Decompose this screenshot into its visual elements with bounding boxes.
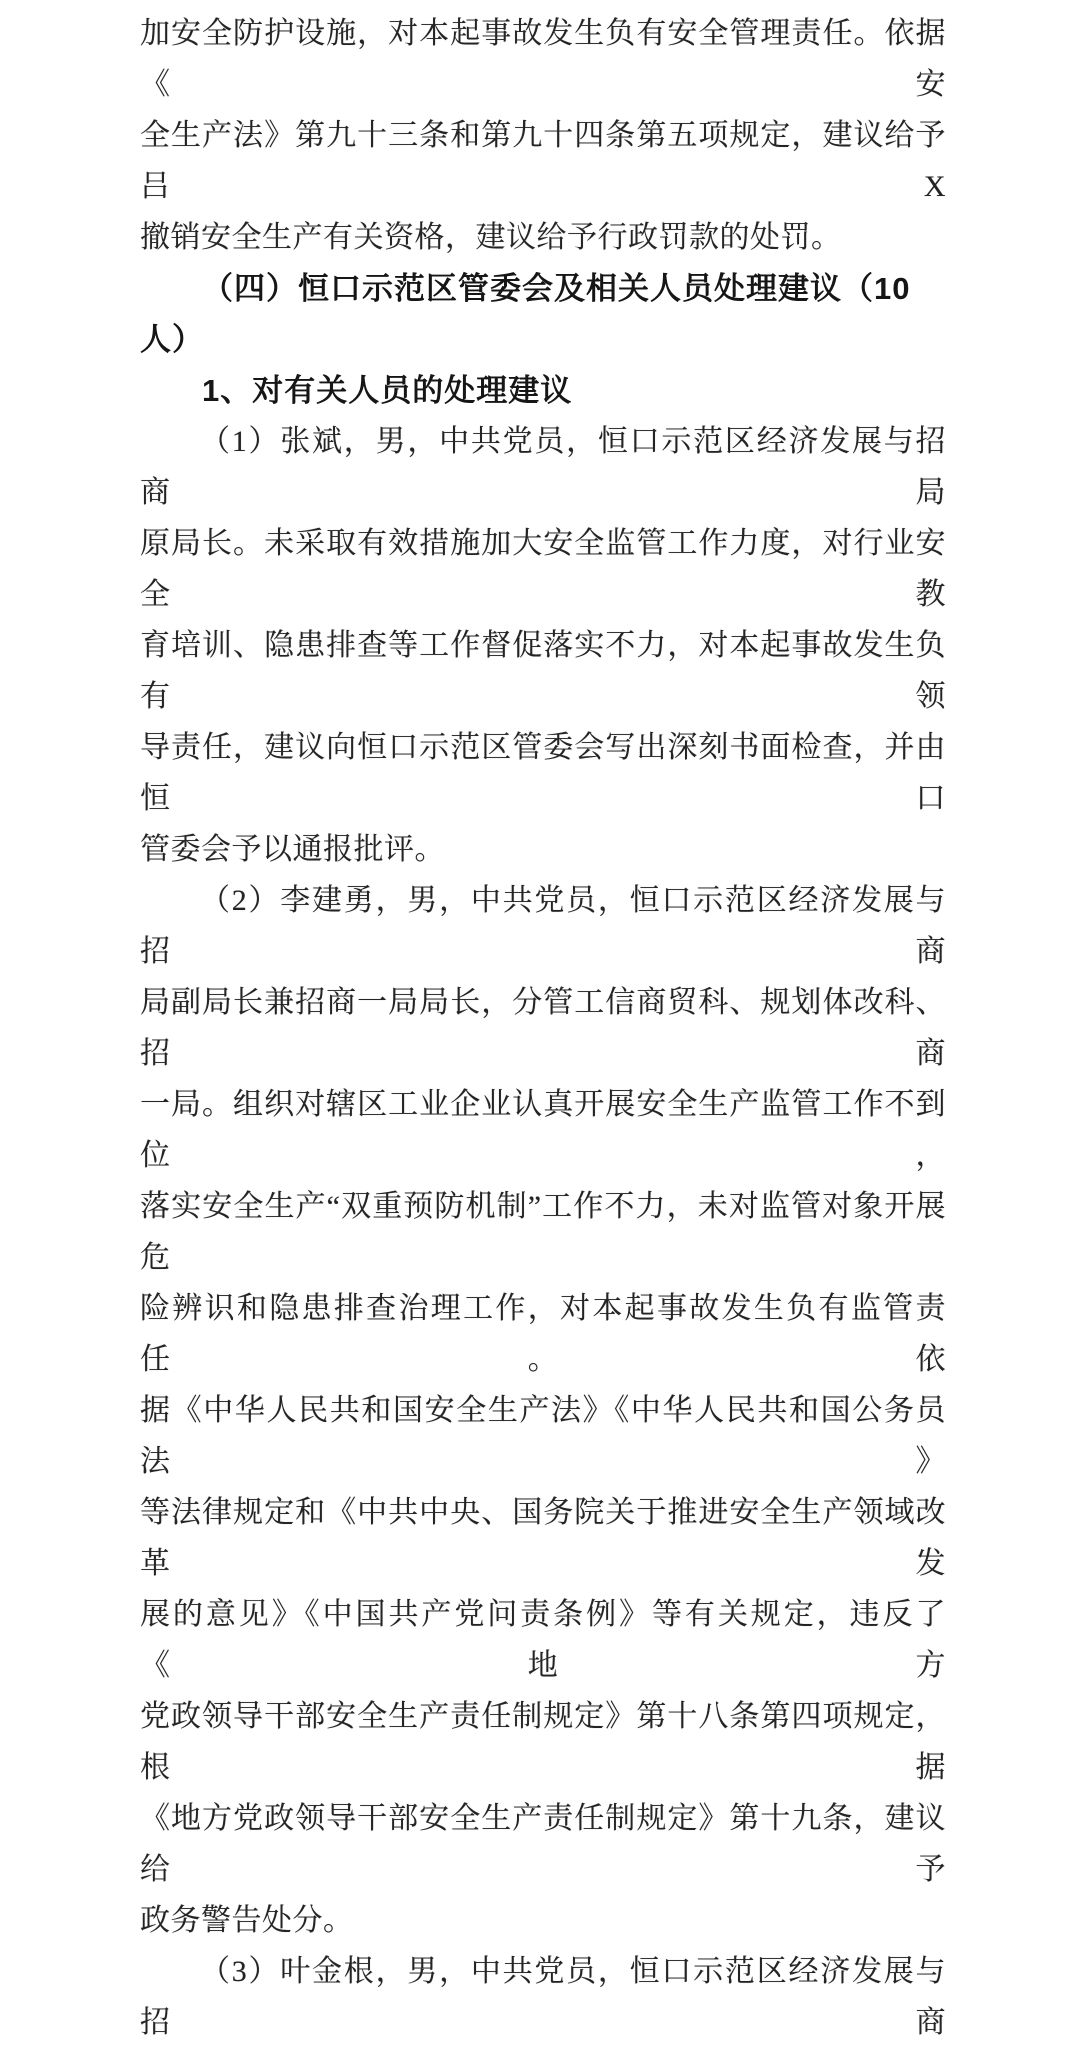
body-line-paragraph-end: 管委会予以通报批评。 [140, 833, 445, 866]
subsection-heading: 1、对有关人员的处理建议 [202, 373, 573, 408]
body-line: 落实安全生产“双重预防机制”工作不力，未对监管对象开展危 [140, 1190, 946, 1274]
section-heading: （四）恒口示范区管委会及相关人员处理建议（10 人） [140, 271, 911, 357]
body-line: 局副局长兼招商一局局长，分管工信商贸科、规划体改科、招商 [140, 986, 946, 1070]
body-line-paragraph-start: （1）张斌，男，中共党员，恒口示范区经济发展与招商局 [140, 425, 946, 509]
body-line: 险辨识和隐患排查治理工作，对本起事故发生负有监管责任。依 [140, 1292, 946, 1376]
body-line: 一局。组织对辖区工业企业认真开展安全生产监管工作不到位， [140, 1088, 946, 1172]
body-line: 原局长。未采取有效措施加大安全监管工作力度，对行业安全教 [140, 527, 946, 611]
body-line: 加安全防护设施，对本起事故发生负有安全管理责任。依据《安 [140, 17, 946, 101]
body-line: 导责任，建议向恒口示范区管委会写出深刻书面检查，并由恒口 [140, 731, 946, 815]
body-line: 据《中华人民共和国安全生产法》《中华人民共和国公务员法》 [140, 1394, 946, 1478]
body-line: 展的意见》《中国共产党问责条例》等有关规定，违反了《地方 [140, 1598, 946, 1682]
body-line-paragraph-start: （3）叶金根，男，中共党员，恒口示范区经济发展与招商 [140, 1955, 946, 2039]
body-line: 全生产法》第九十三条和第九十四条第五项规定，建议给予吕 X [140, 119, 946, 203]
body-line: 等法律规定和《中共中央、国务院关于推进安全生产领域改革发 [140, 1496, 946, 1580]
body-line-paragraph-end: 政务警告处分。 [140, 1904, 354, 1937]
body-line: 党政领导干部安全生产责任制规定》第十八条第四项规定，根据 [140, 1700, 946, 1784]
body-line-paragraph-start: （2）李建勇，男，中共党员，恒口示范区经济发展与招商 [140, 884, 946, 968]
document-text-block [140, 8, 946, 2048]
body-line-paragraph-end: 撤销安全生产有关资格，建议给予行政罚款的处罚。 [140, 221, 842, 254]
body-line: 《地方党政领导干部安全生产责任制规定》第十九条，建议给予 [140, 1802, 946, 1886]
body-line: 育培训、隐患排查等工作督促落实不力，对本起事故发生负有领 [140, 629, 946, 713]
